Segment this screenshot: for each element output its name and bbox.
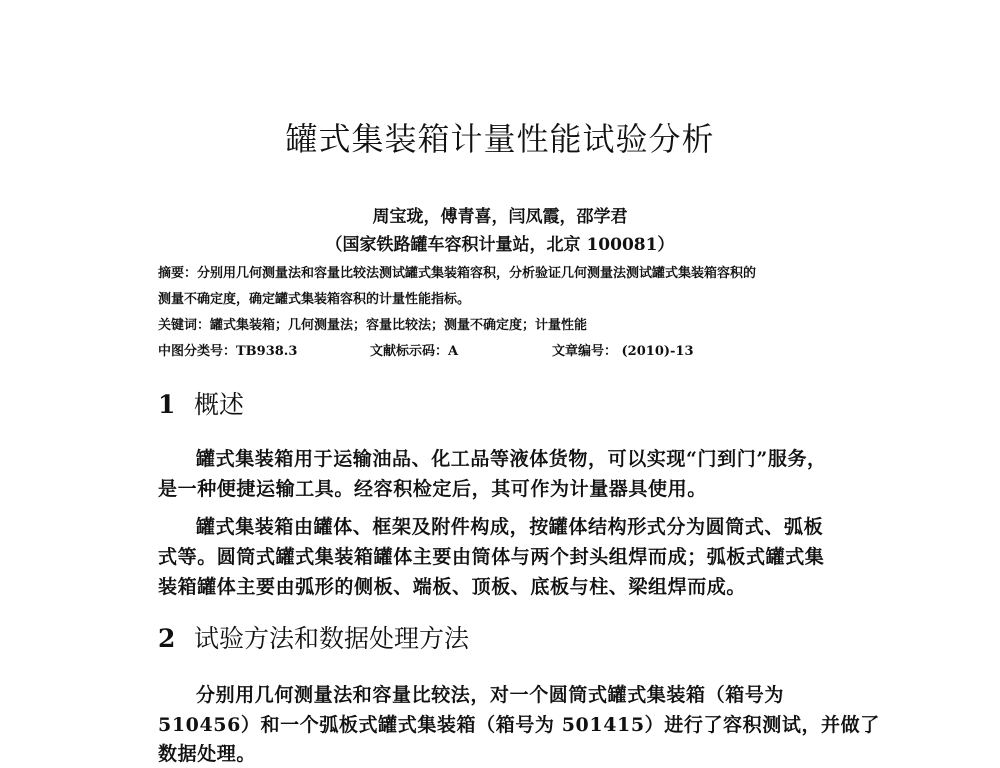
abstract-label: 摘要：: [158, 266, 198, 281]
keywords: [158, 315, 878, 337]
paragraph-line: 数据处理。: [158, 743, 257, 765]
document-code: 文献标示码：A: [370, 344, 459, 359]
keywords-label: 关键词：: [158, 318, 211, 333]
paper-title: 罐式集装箱计量性能试验分析: [285, 120, 715, 158]
abstract-text-line-2: 测量不确定度，确定罐式集装箱容积的计量性能指标。: [158, 292, 471, 307]
affiliation: （国家铁路罐车容积计量站，北京 100081）: [325, 235, 675, 255]
paragraph-line: 分别用几何测量法和容量比较法，对一个圆筒式罐式集装箱（箱号为: [196, 684, 785, 706]
section-title: 概述: [194, 390, 245, 419]
paragraph-line: 是一种便捷运输工具。经容积检定后，其可作为计量器具使用。: [158, 478, 707, 500]
author-list: 周宝珑，傅青喜，闫凤霞，邵学君: [372, 207, 628, 227]
clc-number: 中图分类号：TB938.3: [158, 344, 298, 359]
paragraph-line: 罐式集装箱用于运输油品、化工品等液体货物，可以实现“门到门”服务，: [196, 448, 827, 470]
abstract: [158, 263, 878, 285]
section-2-heading: [158, 622, 469, 656]
keywords-text: 罐式集装箱；几何测量法；容量比较法；测量不确定度；计量性能: [210, 318, 588, 333]
abstract-text-line-1: 分别用几何测量法和容量比较法测试罐式集装箱容积，分析验证几何测量法测试罐式集装箱容积的: [197, 266, 757, 281]
section-title: 试验方法和数据处理方法: [194, 624, 470, 653]
section-number: 2: [158, 624, 176, 653]
paragraph-line: 510456）和一个弧板式罐式集装箱（箱号为 501415）进行了容积测试，并做了: [158, 714, 880, 736]
section-number: 1: [158, 390, 176, 419]
section-1-heading: [158, 388, 244, 422]
paragraph-line: 装箱罐体主要由弧形的侧板、端板、顶板、底板与柱、梁组焊而成。: [158, 576, 747, 598]
article-number: 文章编号： (2010)-13: [552, 344, 694, 359]
paragraph-line: 式等。圆筒式罐式集装箱罐体主要由筒体与两个封头组焊而成；弧板式罐式集: [158, 546, 825, 568]
paragraph-line: 罐式集装箱由罐体、框架及附件构成，按罐体结构形式分为圆筒式、弧板: [196, 516, 824, 538]
